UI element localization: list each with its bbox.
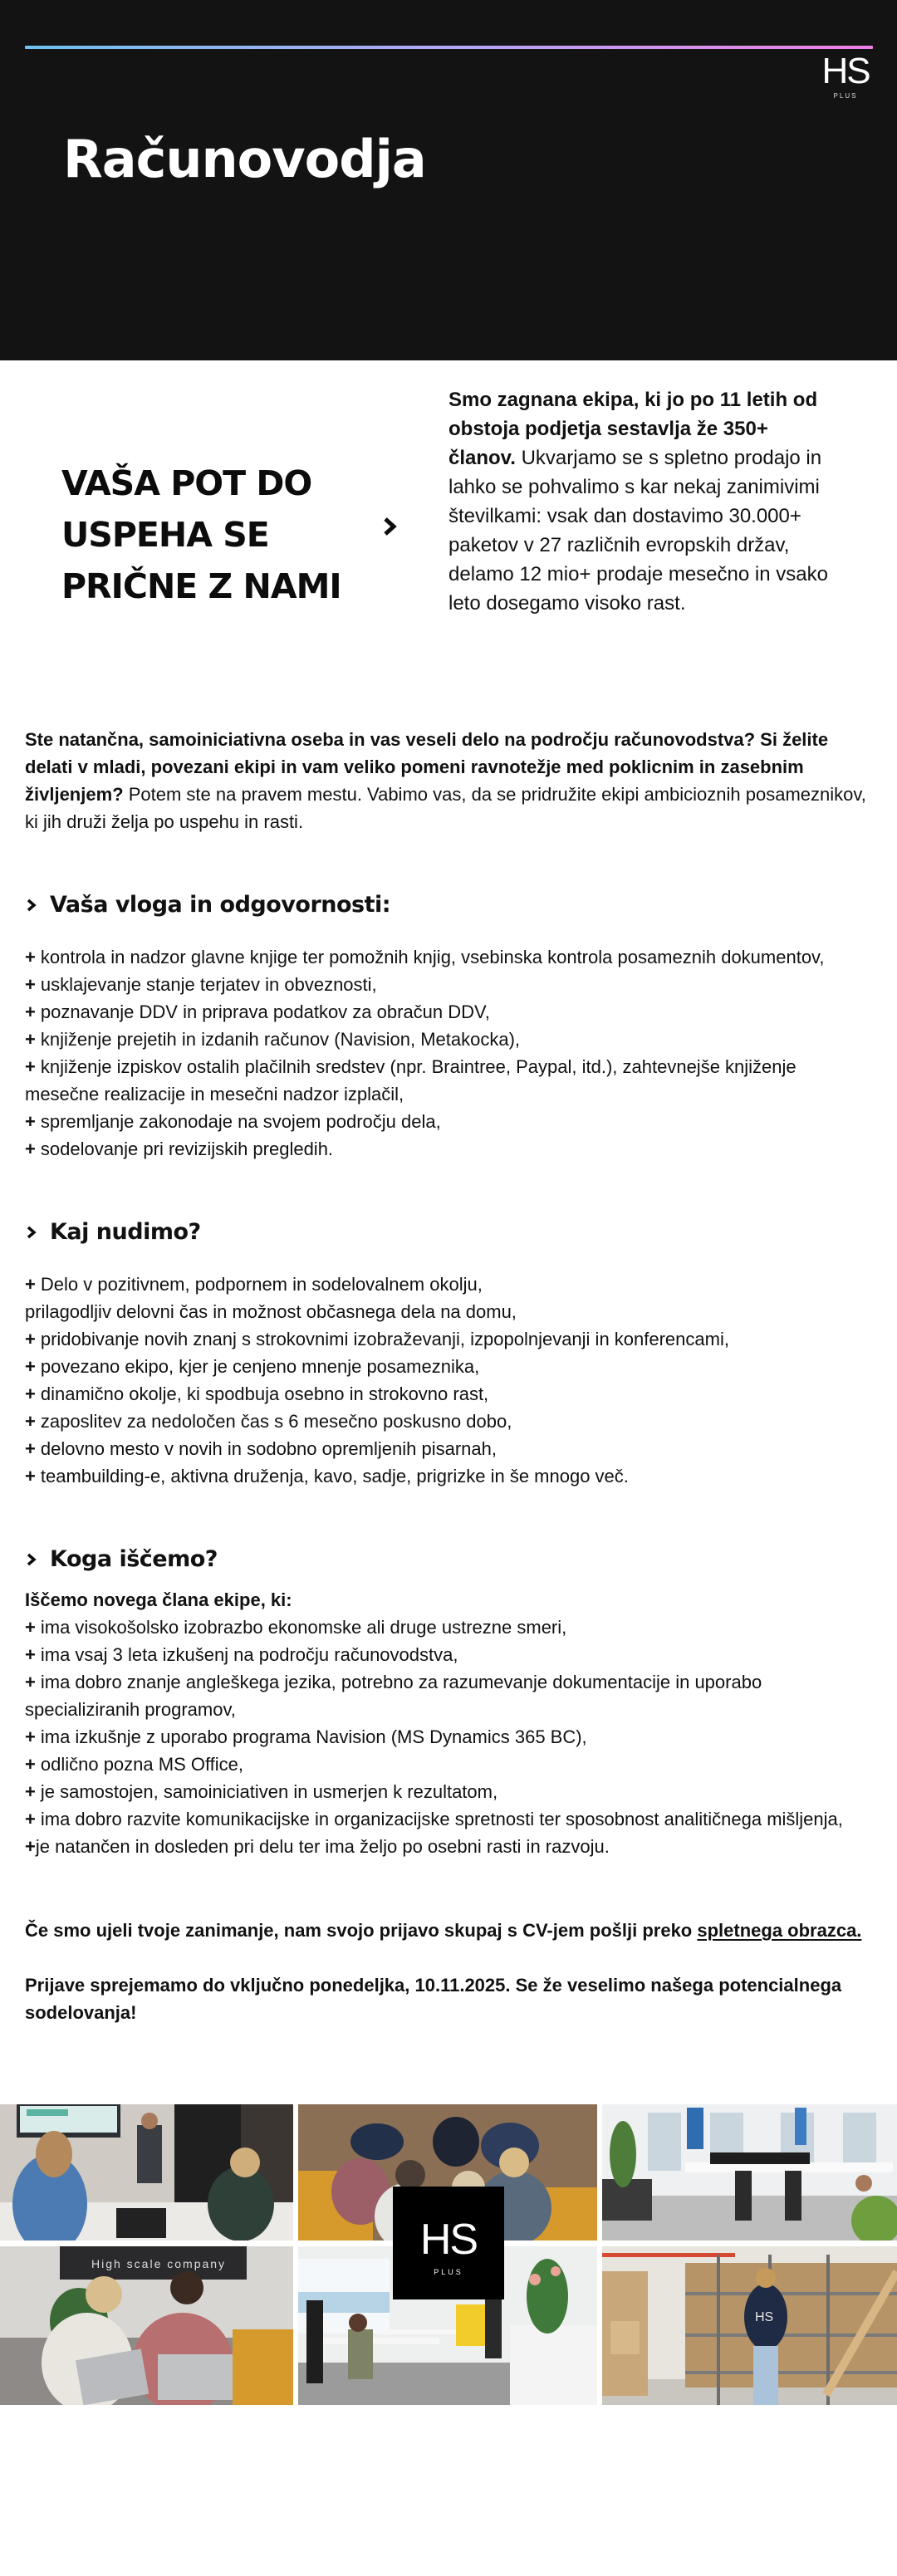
list-item: + pridobivanje novih znanj s strokovnimi izobraževanji, izpopolnjevanji in konferencami, <box>25 1329 729 1349</box>
chevron-right-icon <box>25 899 38 912</box>
chevron-right-icon <box>25 1226 38 1239</box>
plus-icon: + <box>25 1836 36 1857</box>
application-deadline: Prijave sprejemamo do vključno ponedeljka, 10.11.2025. Se že veselimo našega potencialnega sodelovanja! <box>25 1975 842 2023</box>
plus-icon: + <box>25 974 36 995</box>
list-item: + delovno mesto v novih in sodobno opremljenih pisarnah, <box>25 1438 497 1459</box>
logo-sub: PLUS <box>434 2268 463 2276</box>
plus-icon: + <box>25 1644 36 1665</box>
plus-icon: + <box>25 1329 36 1349</box>
job-description <box>0 726 897 2026</box>
plus-icon: + <box>25 1809 36 1829</box>
intro-section <box>0 360 897 717</box>
intro-text-bold: Smo zagnana ekipa, ki jo po 11 letih od obstoja podjetja sestavlja že 350+ članov. <box>448 389 818 469</box>
plus-icon: + <box>25 1726 36 1747</box>
intro-text <box>448 385 839 618</box>
warehouse-photo <box>602 2246 897 2405</box>
logo-mark: HS <box>419 2216 478 2264</box>
intro-text-regular: Ukvarjamo se s spletno prodajo in lahko se pohvalimo s kar nekaj zanimivimi številkami: vsak dan dostavimo 30.000+ paketov v 27 različnih evropskih držav, delamo 12 mio+ prodaje mesečno in vsako leto dosegamo visoko rast. <box>448 447 828 615</box>
plus-icon: + <box>25 1002 36 1022</box>
chevron-right-icon <box>380 517 400 536</box>
list-item: + odlično pozna MS Office, <box>25 1754 244 1775</box>
list-item: + usklajevanje stanje terjatev in obveznosti, <box>25 974 377 995</box>
plus-icon: + <box>25 1139 36 1159</box>
list-item: + sodelovanje pri revizijskih pregledih. <box>25 1139 334 1159</box>
list-item: + knjiženje izpiskov ostalih plačilnih sredstev (npr. Braintree, Paypal, itd.), zahtevnejše knjiženje mesečne realizacije in mesečni nadzor izplačil, <box>25 1056 797 1104</box>
plus-icon: + <box>25 947 36 967</box>
plus-icon: + <box>25 1781 36 1802</box>
section-heading-responsibilities <box>25 890 872 920</box>
open-office-photo <box>602 2104 897 2241</box>
plus-icon: + <box>25 1383 36 1404</box>
plus-icon: + <box>25 1411 36 1432</box>
intro-heading <box>61 458 377 612</box>
list-item: + povezano ekipo, kjer je cenjeno mnenje posameznika, <box>25 1356 480 1377</box>
list-item: + dinamično okolje, ki spodbuja osebno in strokovno rast, <box>25 1383 489 1404</box>
application-cta <box>25 1917 872 1944</box>
hs-plus-logo[interactable] <box>816 53 875 100</box>
application-form-link[interactable]: spletnega obrazca. <box>697 1920 862 1941</box>
section-title: Koga iščemo? <box>50 1546 218 1572</box>
plus-icon: + <box>25 1672 36 1692</box>
list-item: + zaposlitev za nedoločen čas s 6 mesečno poskusno dobo, <box>25 1411 512 1432</box>
accent-gradient-line <box>25 46 873 49</box>
colleagues-laptops-photo <box>0 2246 293 2405</box>
list-item: + Delo v pozitivnem, podpornem in sodelovalnem okolju, <box>25 1274 483 1295</box>
cta-text: Če smo ujeli tvoje zanimanje, nam svojo prijavo skupaj s CV-jem pošlji preko <box>25 1920 698 1941</box>
plus-icon: + <box>25 1466 36 1486</box>
intro-heading-line: PRIČNE Z NAMI <box>61 566 341 606</box>
list-item: + je samostojen, samoiniciativen in usmerjen k rezultatom, <box>25 1781 498 1802</box>
list-item: +je natančen in dosleden pri delu ter ima željo po osebni rasti in razvoju. <box>25 1836 610 1857</box>
list-item: + ima dobro razvite komunikacijske in organizacijske spretnosti ter sposobnost analitičnega mišljenja, <box>25 1809 843 1829</box>
photo-gallery <box>0 2104 897 2405</box>
plus-icon: + <box>25 1029 36 1050</box>
list-item: + kontrola in nadzor glavne knjige ter pomožnih knjig, vsebinska kontrola posameznih dokumentov, <box>25 947 825 967</box>
hs-plus-logo-badge <box>393 2187 504 2299</box>
list-item-continuation: prilagodljiv delovni čas in možnost občasnega dela na domu, <box>25 1301 517 1322</box>
logo-sub: PLUS <box>833 92 858 100</box>
offer-list <box>25 1271 872 1490</box>
section-heading-offer <box>25 1217 872 1247</box>
lead-paragraph <box>25 726 872 835</box>
hero-header <box>0 0 897 360</box>
intro-heading-line: USPEHA SE <box>61 515 269 555</box>
responsibilities-list <box>25 943 872 1163</box>
list-item: + knjiženje prejetih in izdanih računov (Navision, Metakocka), <box>25 1029 521 1050</box>
list-item: + ima visokošolsko izobrazbo ekonomske ali druge ustrezne smeri, <box>25 1617 567 1638</box>
list-item: + ima izkušnje z uporabo programa Navision (MS Dynamics 365 BC), <box>25 1726 587 1747</box>
requirements-lead: Iščemo novega člana ekipe, ki: <box>25 1589 292 1610</box>
list-item: + ima vsaj 3 leta izkušenj na področju računovodstva, <box>25 1644 458 1665</box>
plus-icon: + <box>25 1356 36 1377</box>
lead-bold: Ste natančna, samoiniciativna oseba in vas veseli delo na področju računovodstva? Si želite delati v mladi, povezani ekipi in vam veliko pomeni ravnotežje med poklicnim in zasebnim življenjem? <box>25 729 829 805</box>
section-title: Kaj nudimo? <box>50 1219 201 1245</box>
list-item: + spremljanje zakonodaje na svojem področju dela, <box>25 1111 441 1132</box>
meeting-room-photo <box>0 2104 293 2241</box>
logo-mark: HS <box>821 51 870 91</box>
intro-heading-line: VAŠA POT DO <box>61 463 312 503</box>
list-item: + teambuilding-e, aktivna druženja, kavo, sadje, prigrizke in še mnogo več. <box>25 1466 629 1486</box>
plus-icon: + <box>25 1111 36 1132</box>
chevron-right-icon <box>25 1553 38 1566</box>
lead-regular: Potem ste na pravem mestu. Vabimo vas, da se pridružite ekipi ambicioznih posameznikov, ki jih druži želja po uspehu in rasti. <box>25 784 866 832</box>
list-item: + ima dobro znanje angleškega jezika, potrebno za razumevanje dokumentacije in uporabo specializiranih programov, <box>25 1672 762 1720</box>
plus-icon: + <box>25 1617 36 1638</box>
svg-text:High scale company: High scale company <box>91 2257 227 2270</box>
list-item: + poznavanje DDV in priprava podatkov za obračun DDV, <box>25 1002 490 1022</box>
section-heading-requirements <box>25 1545 872 1574</box>
page-title: Računovodja <box>63 129 426 189</box>
svg-text:HS: HS <box>755 2310 774 2324</box>
requirements-list <box>25 1586 872 1860</box>
plus-icon: + <box>25 1438 36 1459</box>
plus-icon: + <box>25 1274 36 1295</box>
section-title: Vaša vloga in odgovornosti: <box>50 892 391 918</box>
plus-icon: + <box>25 1056 36 1077</box>
plus-icon: + <box>25 1754 36 1775</box>
